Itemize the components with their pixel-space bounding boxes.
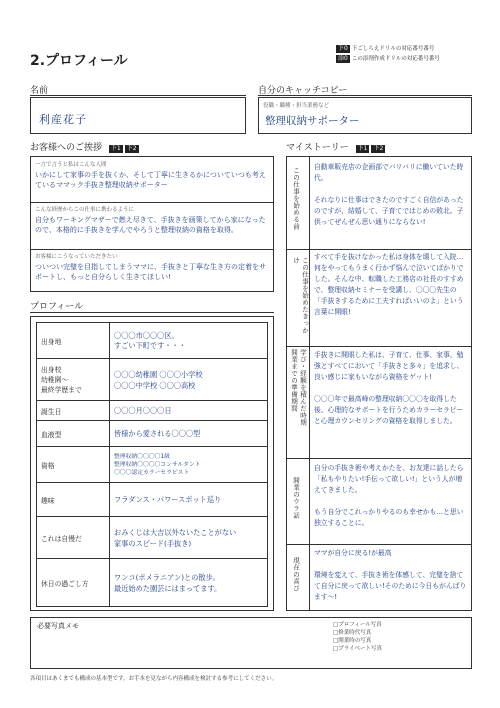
mystory-tag: 下2 [373, 145, 384, 152]
mystory-side [291, 167, 300, 237]
mystory-tag: 下1 [357, 145, 368, 152]
legend-item [336, 44, 440, 54]
mystory-text: 自動車販売店の企画部でバリバリに働いていた時代。 それなりに仕事はできたのですごく自信があったのですが、結婚して、子育てではじめの敗北。子供ってぜんぜん思い通りにならない! [314, 163, 464, 226]
greeting-text: いかにして家事の手を抜くか、そして丁寧に生きるかについていつも考えているママック手抜き整理収納サポーター [35, 171, 266, 189]
mystory-text: ママが自分に戻る!が最高 環境を変えて、手抜き術を体感して、完璧を捨てて自分に戻って欲しい!そのために今日もがんばります〜! [314, 549, 467, 601]
mystory-box [286, 156, 472, 611]
profile-key: 出身地 [37, 323, 110, 359]
greeting-hint: お客様にこうなっていただきたい [35, 254, 118, 260]
legend-text: 下ごしらえドリルの対応番号番号 [351, 46, 435, 52]
table-row [37, 559, 268, 607]
profile-value: 〇〇〇幼稚園 〇〇〇小学校 〇〇〇中学校 〇〇〇高校 [110, 359, 268, 401]
mystory-text: 自分の手抜き術や考えかたを、お友達に話したら「私もやりたい!手伝って欲しい!」という人が増えてきました。 もう自分でこれっかりやるのも幸せかも…と思い独立することに。 [314, 464, 464, 527]
greeting-text: ついつい完璧を目指してしまうママに、手抜きと丁寧な生き方の定着をサポートし、もっと自分らしく生きてほしい! [35, 263, 266, 281]
greeting-label [30, 140, 141, 153]
profile-value: 〇〇〇市〇〇〇区。 すごい下町です・・・ [110, 323, 268, 359]
greeting-hint: こんな経歴からこの仕事に携わるように [35, 207, 135, 213]
table-row [37, 401, 268, 421]
photo-memo-label: 必要写真メモ [37, 622, 79, 630]
mystory-text: 手抜きに開眼した私は、子育て、仕事、家事、勉強とすべてにおいて「手抜きと多々」を追求し、良い感じに家もいながら資格をゲット! 〇〇〇年で最高峰の整理収納〇〇〇を取得した後、心理的なサポートを行うためカラーセラピーと心理カウンセリングの資格を取得しました。 [314, 351, 464, 425]
profile-value: 整理収納〇〇〇〇1級 整理収納〇〇〇〇コンサルタント 〇〇〇認定カラーセラピスト [110, 447, 268, 483]
page-title: 2.プロフィール [30, 53, 128, 69]
profile-key: 誕生日 [37, 401, 110, 421]
table-row [37, 517, 268, 559]
greeting-hint: 一言で言うと私はこんな人間 [35, 162, 107, 168]
legend-item [336, 54, 440, 64]
mystory-text: すべて手を抜けなかった私は身体を壊して入院… 何をやってもうまく行かず悩んで泣いてばかりでした。そんな中、転職した工務店の社長のすすめで、整理収納セミナーを受講し、〇〇〇先生の「手抜きするために工夫すればいいのよ」という言葉に開眼! [314, 253, 464, 316]
greeting-tag: 下1 [110, 145, 121, 152]
photo-check-item[interactable]: □プロフィール写真 [333, 622, 382, 628]
mystory-side [289, 349, 307, 469]
profile-value: 〇〇〇月〇〇〇日 [110, 401, 268, 421]
catchcopy-box [258, 97, 472, 134]
table-row [37, 421, 268, 447]
photo-checklist [333, 621, 382, 653]
mystory-title: マイストーリー [286, 143, 349, 153]
mystory-label [286, 140, 387, 153]
photo-check-item[interactable]: □開業時の写真 [333, 638, 372, 644]
catchcopy-value: 整理収納サポーター [265, 115, 360, 127]
mystory-side-text: この仕事を始めたきっかけ [292, 257, 309, 334]
mystory-side [291, 477, 300, 537]
profile-value: おみくじは大吉以外ないたことがない 家事のスピード(手抜き) [110, 517, 268, 559]
legend-tag: 下0 [338, 45, 348, 52]
mystory-side [291, 257, 309, 337]
catchcopy-hint: 役職・職種・担当業務など [263, 103, 330, 109]
profile-value: ワンコ(ポメラニアン)との散歩。 最近始めた園芸にはまってます。 [110, 559, 268, 607]
mystory-side-text: 開業のウラ話 [292, 477, 300, 519]
profile-key: 血液型 [37, 421, 110, 447]
greeting-tag: 下2 [126, 145, 137, 152]
mystory-side-text: この仕事を始める前 [292, 167, 300, 230]
profile-key: 資格 [37, 447, 110, 483]
mystory-side [291, 557, 300, 607]
profile-key: これは自慢だ [37, 517, 110, 559]
legend-tag: 添0 [338, 55, 348, 62]
photo-check-item[interactable]: □修業時代写真 [333, 630, 372, 636]
mystory-side-text: 学び・経験を積んだ時期 開業までの準備期間 [290, 349, 307, 426]
greeting-text: 自分もワーキングマザーで燃え尽きて、手抜きを画策してから家になったので、本格的に手抜きを学んでやろうと整理収納の資格を取得。 [35, 216, 266, 234]
greeting-box [30, 156, 274, 292]
photo-check-item[interactable]: □プライベート写真 [333, 646, 383, 652]
profile-key: 出身校 幼稚園〜 最終学歴まで [37, 359, 110, 401]
profile-value: 皆様から愛される〇〇〇型 [110, 421, 268, 447]
greeting-section [31, 203, 273, 249]
greeting-title: お客様へのご挨拶 [30, 143, 103, 153]
profile-table [36, 322, 268, 607]
greeting-section [31, 157, 273, 202]
profile-value: フラダンス・パワースポット巡り [110, 483, 268, 517]
legend [336, 44, 440, 64]
table-row [37, 483, 268, 517]
profile-label: プロフィール [30, 302, 84, 312]
footer-note: 各項目はあくまでも構成の基本型です。お手本を見ながら内容構成を検討する参考にしてください。 [30, 676, 278, 682]
catchcopy-label: 自分のキャッチコピー [258, 86, 348, 96]
name-value: 利産花子 [39, 113, 87, 126]
table-row [37, 323, 268, 359]
table-row [37, 359, 268, 401]
mystory-side-text: 現在の喜び [292, 557, 300, 592]
profile-key: 趣味 [37, 483, 110, 517]
table-row [37, 447, 268, 483]
name-label: 名前 [30, 86, 49, 96]
photo-memo-box [30, 617, 472, 669]
name-box [30, 97, 246, 134]
legend-text: この添削作成ドリルの対応番号番号 [351, 56, 440, 62]
profile-key: 休日の過ごし方 [37, 559, 110, 607]
greeting-section [31, 250, 273, 292]
